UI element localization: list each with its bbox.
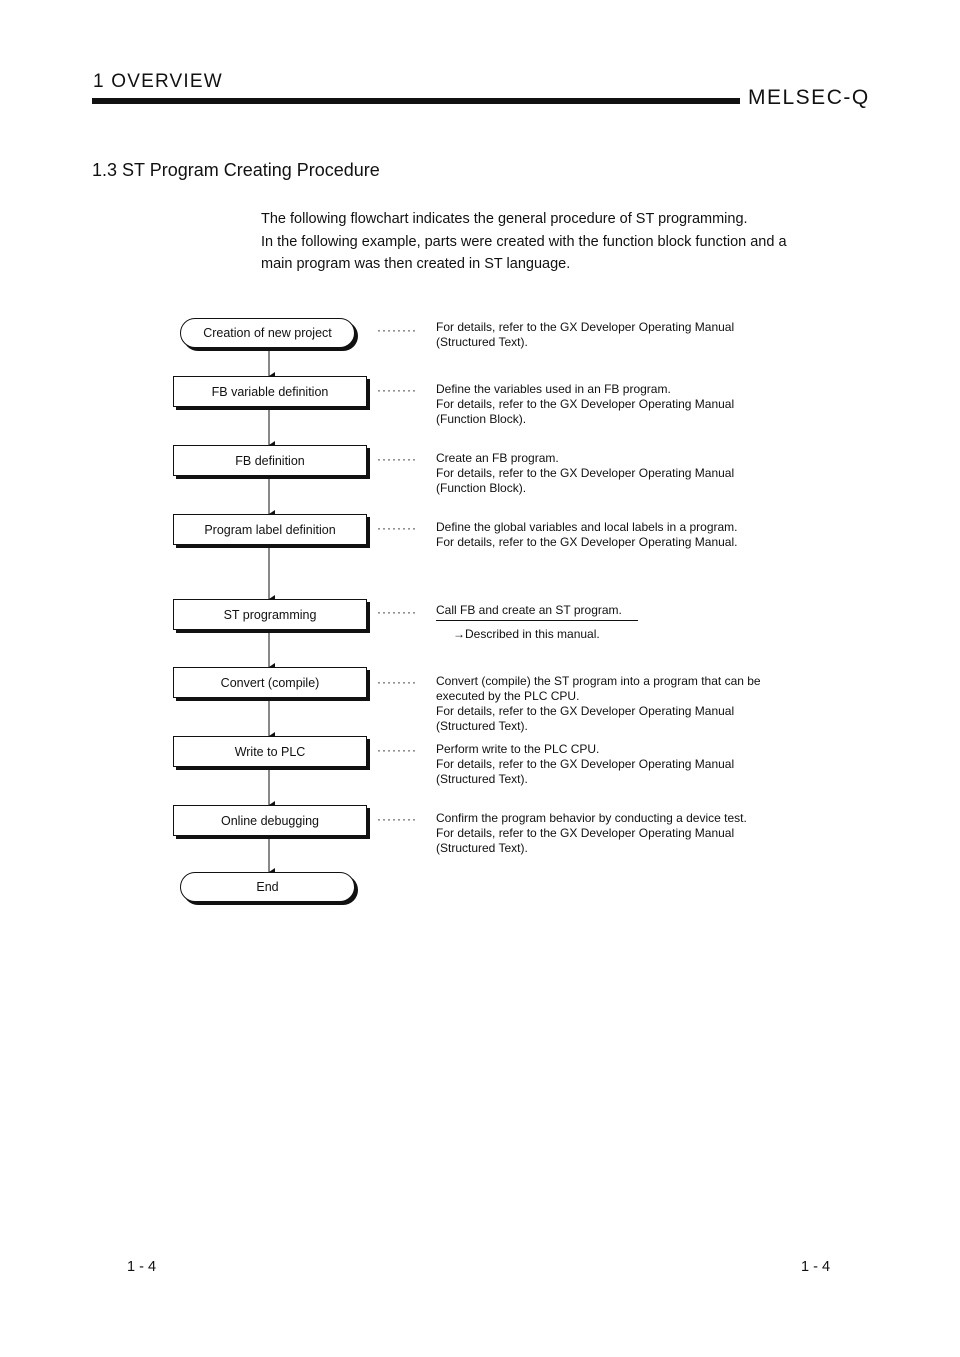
leader-dots: ········	[377, 743, 417, 757]
section-title: 1.3 ST Program Creating Procedure	[92, 160, 380, 180]
leader-dots: ········	[377, 383, 417, 397]
desc-line: Define the variables used in an FB program.	[436, 382, 671, 396]
step-description	[436, 742, 816, 787]
leader-dots: ········	[377, 323, 417, 337]
page-number-left: 1 - 4	[127, 1259, 157, 1275]
product-name: MELSEC-Q	[748, 86, 870, 109]
desc-line: For details, refer to the GX Developer Operating Manual	[436, 320, 735, 334]
desc-line: (Structured Text).	[436, 841, 528, 855]
desc-line: Confirm the program behavior by conducting a device test.	[436, 811, 747, 825]
step-description	[436, 674, 816, 734]
step-description	[436, 603, 816, 642]
desc-line: (Structured Text).	[436, 772, 528, 786]
flow-start-terminal: Creation of new project	[180, 318, 355, 348]
flow-step-fb-definition: FB definition	[173, 445, 367, 476]
desc-line: For details, refer to the GX Developer Operating Manual.	[436, 535, 738, 549]
flow-end-terminal: End	[180, 872, 355, 902]
leader-dots: ········	[377, 521, 417, 535]
manual-reference-note: →Described in this manual.	[453, 627, 600, 641]
intro-line: main program was then created in ST language.	[261, 256, 571, 272]
flow-step-convert-compile: Convert (compile)	[173, 667, 367, 698]
intro-line: The following flowchart indicates the general procedure of ST programming.	[261, 211, 748, 227]
page-number-right: 1 - 4	[801, 1259, 831, 1275]
leader-dots: ········	[377, 675, 417, 689]
step-description	[436, 811, 816, 856]
leader-dots: ········	[377, 452, 417, 466]
step-description	[436, 520, 816, 550]
desc-line: Create an FB program.	[436, 451, 559, 465]
step-description	[436, 382, 816, 427]
flow-step-st-programming: ST programming	[173, 599, 367, 630]
desc-line: For details, refer to the GX Developer Operating Manual	[436, 704, 735, 718]
desc-line: Perform write to the PLC CPU.	[436, 742, 600, 756]
desc-line: Define the global variables and local labels in a program.	[436, 520, 738, 534]
desc-line: Convert (compile) the ST program into a program that can be	[436, 674, 761, 688]
desc-line: (Structured Text).	[436, 335, 528, 349]
desc-line: For details, refer to the GX Developer Operating Manual	[436, 466, 735, 480]
intro-line: In the following example, parts were created with the function block function and a	[261, 233, 787, 250]
desc-line: For details, refer to the GX Developer Operating Manual	[436, 826, 735, 840]
desc-line: (Function Block).	[436, 481, 527, 495]
desc-line: executed by the PLC CPU.	[436, 689, 580, 703]
flow-step-program-label-definition: Program label definition	[173, 514, 367, 545]
desc-line: Call FB and create an ST program.	[436, 603, 638, 621]
step-description	[436, 451, 816, 496]
desc-line: (Structured Text).	[436, 719, 528, 733]
flow-step-write-to-plc: Write to PLC	[173, 736, 367, 767]
flow-step-fb-variable-definition: FB variable definition	[173, 376, 367, 407]
flow-step-online-debugging: Online debugging	[173, 805, 367, 836]
desc-line: For details, refer to the GX Developer Operating Manual	[436, 757, 735, 771]
chapter-heading: 1 OVERVIEW	[93, 71, 223, 92]
leader-dots: ········	[377, 605, 417, 619]
desc-line: For details, refer to the GX Developer Operating Manual	[436, 397, 735, 411]
leader-dots: ········	[377, 812, 417, 826]
desc-line: (Function Block).	[436, 412, 527, 426]
step-description	[436, 320, 816, 350]
